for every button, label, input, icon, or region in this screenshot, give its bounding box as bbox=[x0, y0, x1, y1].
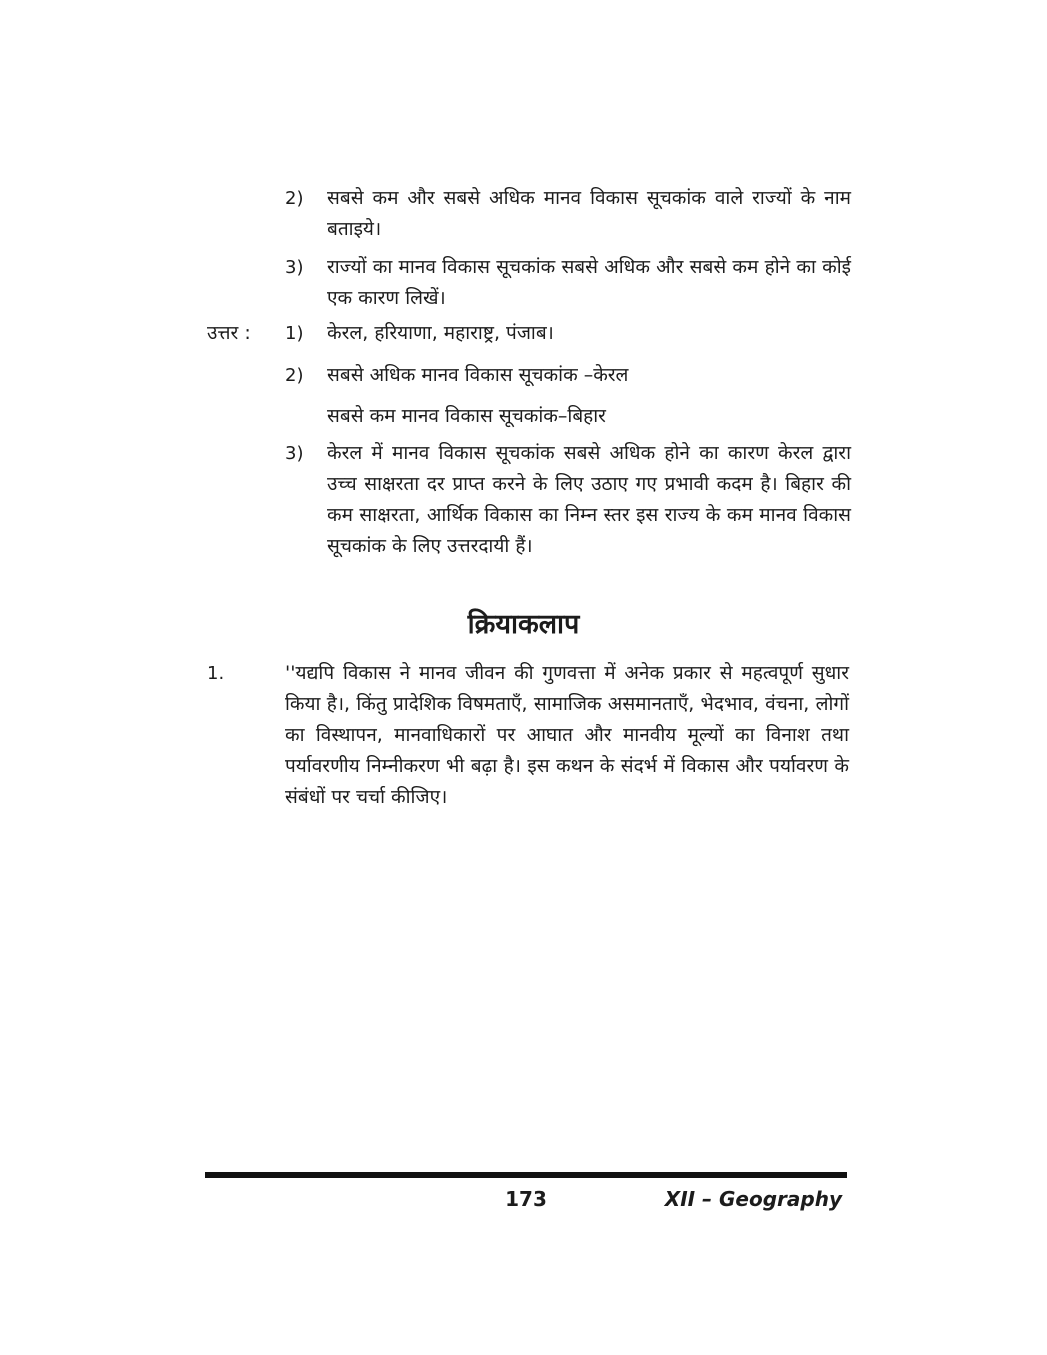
footer-page-number: 173 bbox=[505, 1187, 547, 1211]
question-item-2 bbox=[285, 183, 851, 245]
question-number: 2) bbox=[285, 188, 304, 209]
answer-item-2 bbox=[285, 360, 851, 432]
answer-item-1 bbox=[285, 318, 851, 349]
activity-item-1 bbox=[207, 658, 849, 813]
answer-number: 2) bbox=[285, 365, 304, 386]
activity-heading: क्रियाकलाप bbox=[467, 609, 580, 640]
answer-text: केरल में मानव विकास सूचकांक सबसे अधिक होने का कारण केरल द्वारा उच्च साक्षरता दर प्राप्त करने के लिए उठाए गए प्रभावी कदम है। बिहार की कम साक्षरता, आर्थिक विकास का निम्न स्तर इस राज्य के कम मानव विकास सूचकांक के लिए उत्तरदायी हैं। bbox=[327, 442, 851, 557]
question-item-3 bbox=[285, 252, 851, 314]
activity-item-text: ''यद्यपि विकास ने मानव जीवन की गुणवत्ता में अनेक प्रकार से महत्वपूर्ण सुधार किया है।, किंतु प्रादेशिक विषमताएँ, सामाजिक असमानताएँ, भेदभाव, वंचना, लोगों का विस्थापन, मानवाधिकारों पर आघात और मानवीय मूल्यों का विनाश तथा पर्यावरणीय निम्नीकरण भी बढ़ा है। इस कथन के संदर्भ में विकास और पर्यावरण के संबंधों पर चर्चा कीजिए। bbox=[285, 662, 849, 808]
answer-text-line-2: सबसे कम मानव विकास सूचकांक–बिहार bbox=[327, 405, 606, 427]
footer-rule bbox=[205, 1172, 847, 1178]
answer-label: उत्तर : bbox=[207, 322, 251, 344]
activity-item-number: 1. bbox=[207, 663, 225, 684]
answer-item-3 bbox=[285, 438, 851, 562]
question-number: 3) bbox=[285, 257, 304, 278]
answer-number: 3) bbox=[285, 443, 304, 464]
answer-number: 1) bbox=[285, 323, 304, 344]
question-text: राज्यों का मानव विकास सूचकांक सबसे अधिक और सबसे कम होने का कोई एक कारण लिखें। bbox=[327, 256, 851, 309]
answer-text: केरल, हरियाणा, महाराष्ट्र, पंजाब। bbox=[327, 322, 554, 344]
answer-text-line-1: सबसे अधिक मानव विकास सूचकांक –केरल bbox=[327, 364, 629, 386]
footer-book-label: XII – Geography bbox=[664, 1187, 842, 1211]
question-text: सबसे कम और सबसे अधिक मानव विकास सूचकांक वाले राज्यों के नाम बताइये। bbox=[327, 187, 851, 240]
answer-text bbox=[327, 360, 851, 432]
